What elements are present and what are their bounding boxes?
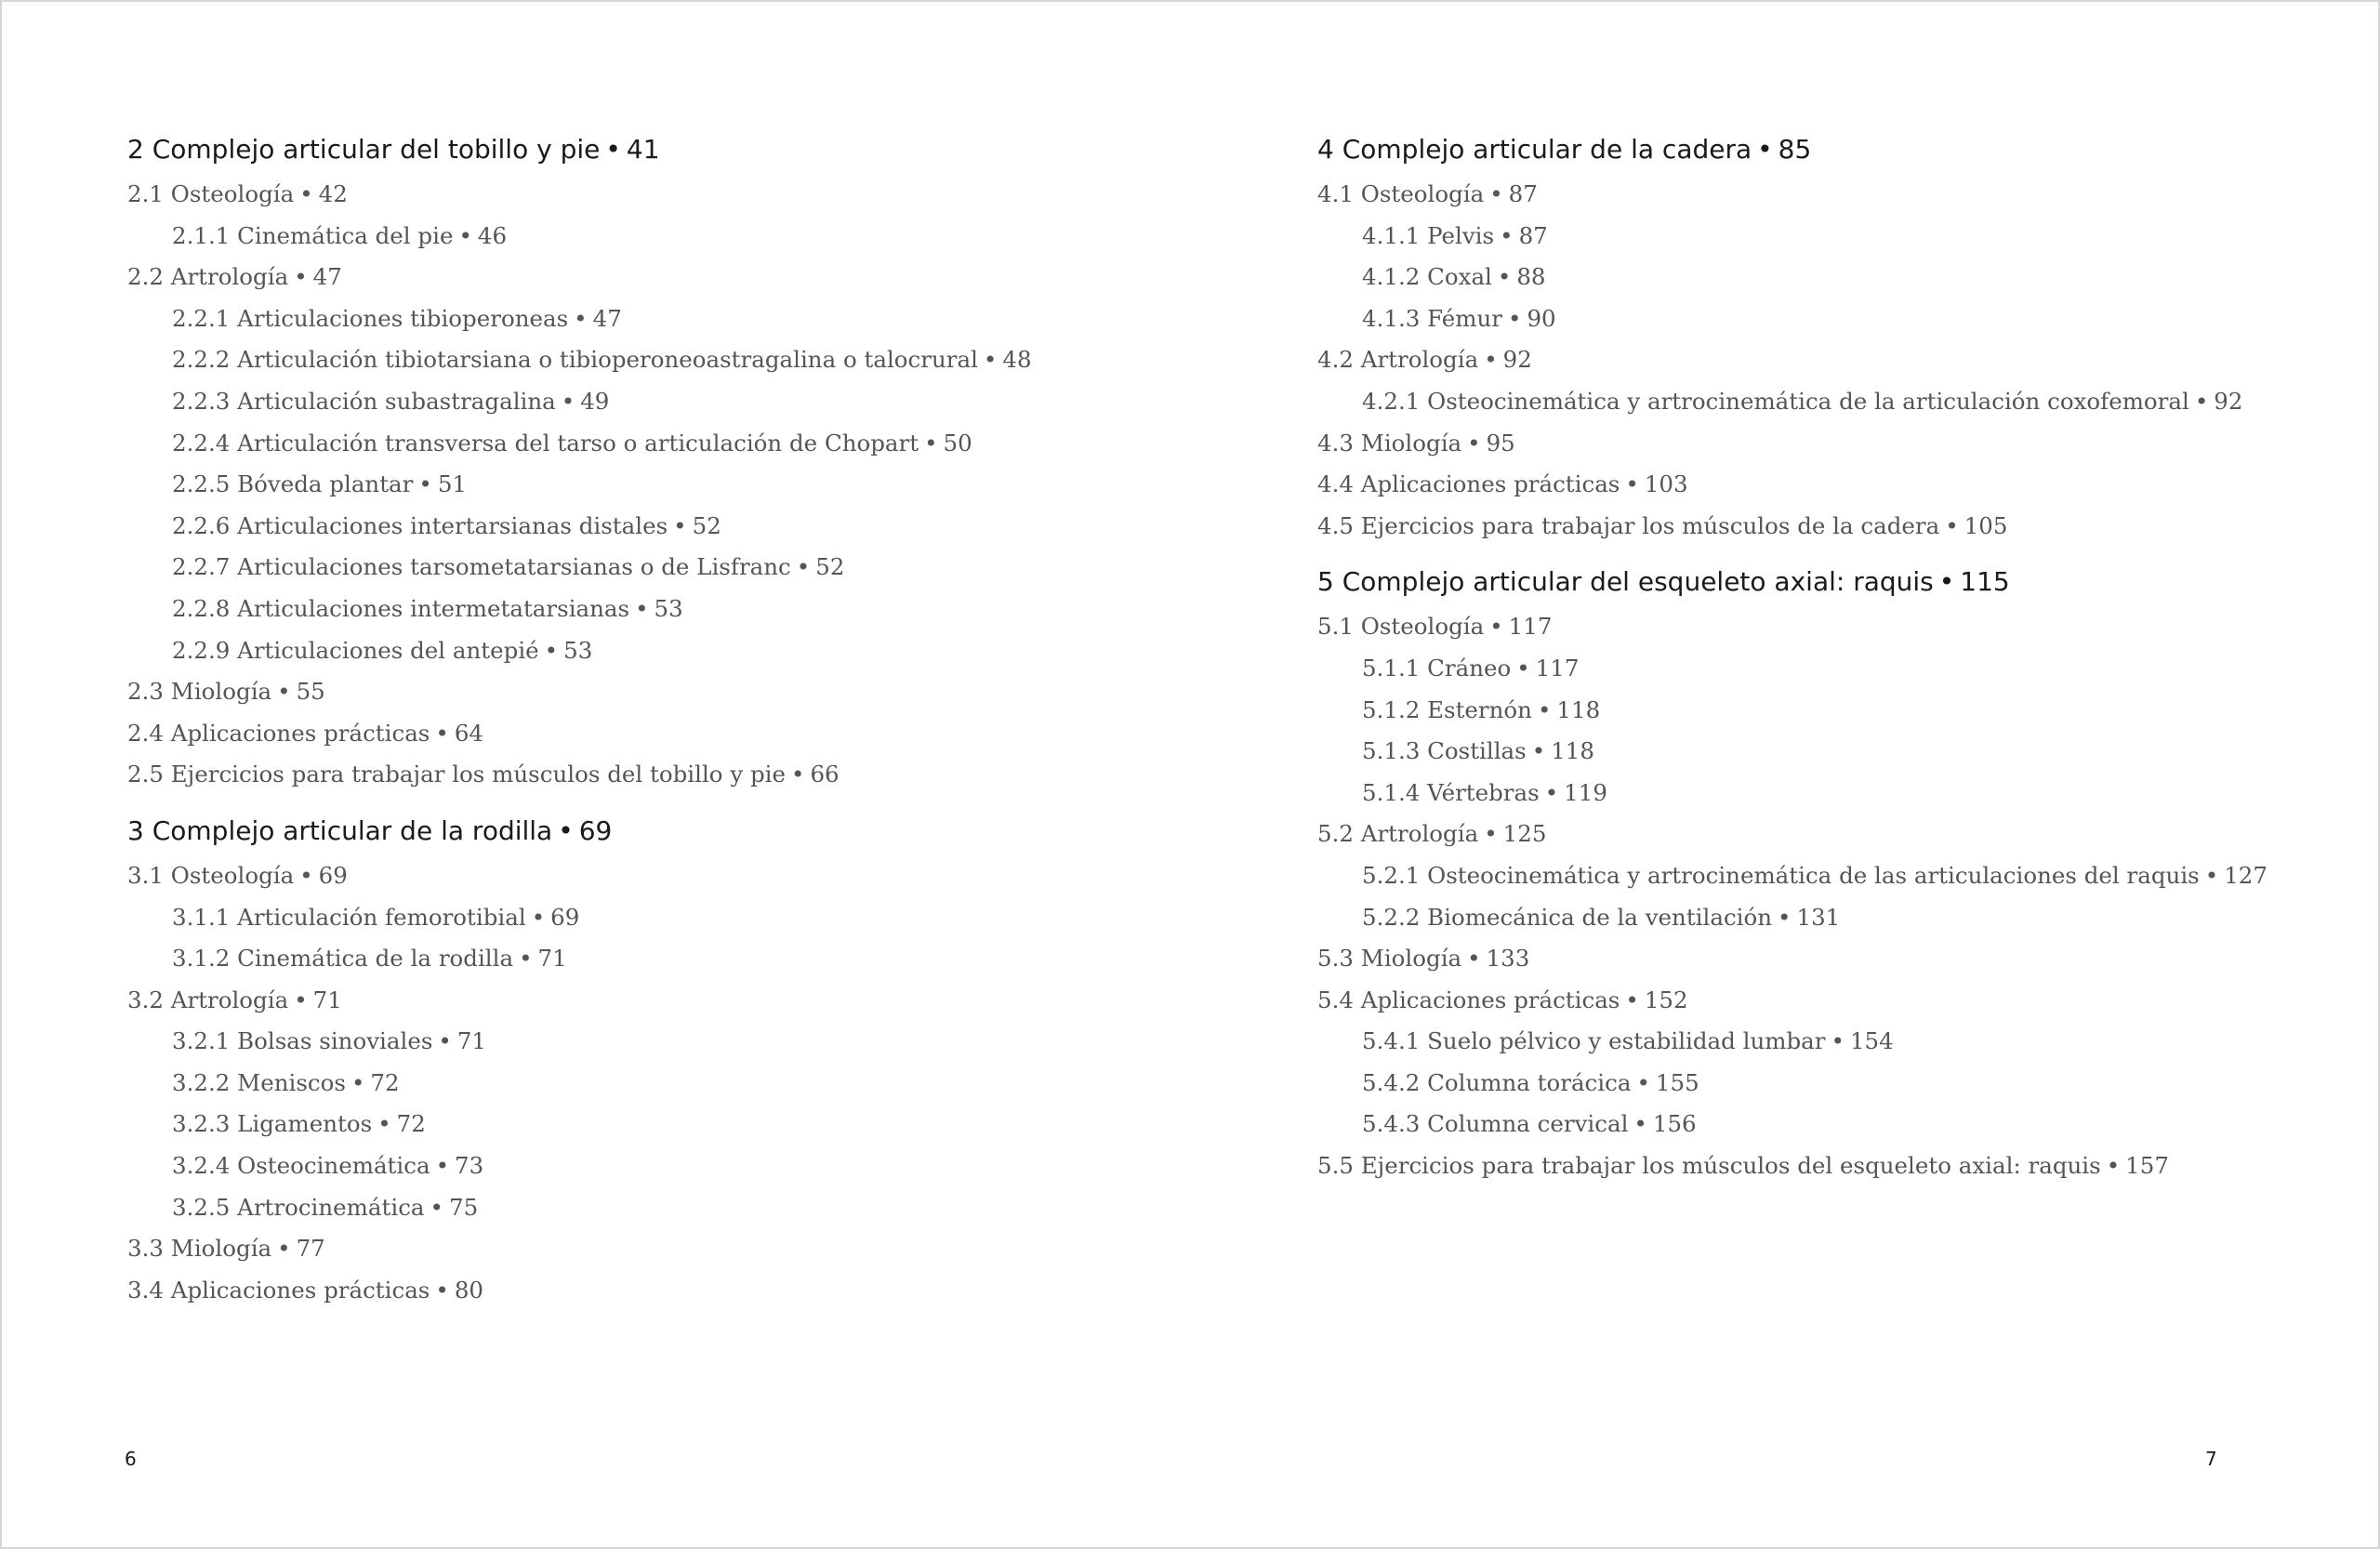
toc-entry xyxy=(1317,1021,2340,1063)
toc-entry-label: 2.2.2 Articulación tibiotarsiana o tibioperoneoastragalina o talocrural xyxy=(172,346,978,374)
toc-entry-page-number: 71 xyxy=(537,945,567,973)
toc-entry-page-number: 87 xyxy=(1518,221,1548,249)
bullet-separator: • xyxy=(1484,346,1498,374)
bullet-separator: • xyxy=(299,180,313,207)
toc-entry-label: 5.2.2 Biomecánica de la ventilación xyxy=(1362,903,1773,931)
toc-entry-label: 3.2 Artrología xyxy=(127,986,289,1013)
toc-entry-page-number: 105 xyxy=(1964,511,2008,539)
bullet-separator: • xyxy=(1516,654,1530,682)
toc-entry-label: 4.2.1 Osteocinemática y artrocinemática de la articulación coxofemoral xyxy=(1362,387,2189,415)
toc-entry-label: 5.1.1 Cráneo xyxy=(1362,654,1512,682)
bullet-separator: • xyxy=(790,761,805,788)
bullet-separator: • xyxy=(2204,861,2219,889)
toc-entry-label: 5.2.1 Osteocinemática y artrocinemática de las articulaciones del raquis xyxy=(1362,861,2200,889)
toc-entry-page-number: 46 xyxy=(477,221,508,249)
toc-entry-page-number: 125 xyxy=(1502,820,1547,848)
toc-entry-label: 4.5 Ejercicios para trabajar los músculos de la cadera xyxy=(1317,511,1940,539)
toc-entry-label: 5.4 Aplicaciones prácticas xyxy=(1317,986,1620,1013)
chapter-title-text: 4 Complejo articular de la cadera xyxy=(1317,134,1752,165)
toc-entry-label: 5.4.3 Columna cervical xyxy=(1362,1110,1629,1138)
bullet-separator: • xyxy=(561,387,575,415)
toc-entry xyxy=(1317,257,2340,298)
bullet-separator: • xyxy=(277,1235,291,1263)
chapter-title-text: 2 Complejo articular del tobillo y pie xyxy=(127,134,601,165)
toc-entry xyxy=(127,671,1150,713)
toc-entry-label: 2.4 Aplicaciones prácticas xyxy=(127,719,430,747)
toc-entry-label: 3.1.2 Cinemática de la rodilla xyxy=(172,945,514,973)
toc-entry-page-number: 64 xyxy=(454,719,484,747)
toc-entry-page-number: 47 xyxy=(312,263,342,291)
toc-entry xyxy=(127,174,1150,216)
toc-entry xyxy=(127,298,1150,340)
bullet-separator: • xyxy=(924,429,938,457)
bullet-separator: • xyxy=(1544,778,1559,806)
toc-chapter xyxy=(127,131,1150,796)
toc-entry xyxy=(1317,606,2340,648)
bullet-separator: • xyxy=(1778,903,1792,931)
toc-entry-label: 3.2.3 Ligamentos xyxy=(172,1110,373,1138)
toc-entry-page-number: 75 xyxy=(448,1193,479,1221)
toc-entry-label: 3.1 Osteología xyxy=(127,861,295,889)
bullet-separator: • xyxy=(983,346,998,374)
toc-entry-label: 5.4.1 Suelo pélvico y estabilidad lumbar xyxy=(1362,1027,1826,1055)
toc-entry-page-number: 154 xyxy=(1849,1027,1894,1055)
toc-entry xyxy=(1317,1063,2340,1105)
chapter-title xyxy=(127,131,1150,174)
toc-entry xyxy=(1317,339,2340,381)
toc-entry xyxy=(127,980,1150,1022)
toc-entry-page-number: 52 xyxy=(815,553,845,581)
bullet-separator: • xyxy=(635,594,649,622)
toc-chapter xyxy=(1317,131,2340,547)
toc-entry xyxy=(127,1063,1150,1105)
bullet-separator: • xyxy=(544,636,559,664)
toc-entry-label: 4.4 Aplicaciones prácticas xyxy=(1317,470,1620,498)
toc-entry-label: 4.1.3 Fémur xyxy=(1362,304,1503,332)
toc-entry xyxy=(127,547,1150,589)
toc-entry xyxy=(127,1228,1150,1270)
bullet-separator: • xyxy=(558,814,574,846)
bullet-separator: • xyxy=(2194,387,2209,415)
toc-entry-page-number: 133 xyxy=(1486,945,1530,973)
chapter-title xyxy=(1317,131,2340,174)
toc-entry-label: 3.3 Miología xyxy=(127,1235,272,1263)
toc-entry-label: 5.1 Osteología xyxy=(1317,613,1485,641)
bullet-separator: • xyxy=(1467,945,1481,973)
chapter-title xyxy=(127,813,1150,855)
toc-entry-label: 2.2.6 Articulaciones intertarsianas distales xyxy=(172,511,668,539)
toc-entry-page-number: 49 xyxy=(580,387,610,415)
toc-entry-label: 5.1.2 Esternón xyxy=(1362,695,1532,723)
toc-entry xyxy=(127,1104,1150,1145)
toc-entry xyxy=(1317,298,2340,340)
bullet-separator: • xyxy=(1467,429,1481,457)
toc-entry-page-number: 80 xyxy=(454,1276,484,1304)
toc-entry-label: 2.5 Ejercicios para trabajar los músculos del tobillo y pie xyxy=(127,761,786,788)
bullet-separator: • xyxy=(1636,1068,1650,1096)
toc-entry xyxy=(127,897,1150,939)
toc-entry-page-number: 42 xyxy=(318,180,348,207)
chapter-page-number: 115 xyxy=(1960,566,2010,598)
toc-entry-label: 2.2.5 Bóveda plantar xyxy=(172,470,414,498)
toc-entry-page-number: 92 xyxy=(2214,387,2243,415)
toc-entry xyxy=(127,506,1150,548)
page-number-right: 7 xyxy=(2205,1448,2217,1470)
bullet-separator: • xyxy=(2106,1152,2121,1180)
toc-entry xyxy=(127,938,1150,980)
bullet-separator: • xyxy=(531,903,546,931)
bullet-separator: • xyxy=(1484,820,1498,848)
toc-entry-label: 2.2 Artrología xyxy=(127,263,289,291)
toc-entry-label: 2.2.7 Articulaciones tarsometatarsianas o de Lisfranc xyxy=(172,553,791,581)
toc-entry-label: 2.2.8 Articulaciones intermetatarsianas xyxy=(172,594,630,622)
toc-entry xyxy=(127,216,1150,258)
toc-entry xyxy=(1317,731,2340,773)
toc-entry xyxy=(127,754,1150,796)
toc-entry-label: 5.1.4 Vértebras xyxy=(1362,778,1540,806)
toc-entry-page-number: 66 xyxy=(810,761,840,788)
toc-entry-label: 4.1.1 Pelvis xyxy=(1362,221,1495,249)
bullet-separator: • xyxy=(1625,470,1639,498)
toc-entry-page-number: 71 xyxy=(312,986,342,1013)
toc-entry-page-number: 117 xyxy=(1535,654,1580,682)
toc-entry-page-number: 95 xyxy=(1486,429,1515,457)
chapter-page-number: 69 xyxy=(578,814,613,846)
toc-entry xyxy=(127,630,1150,672)
toc-entry xyxy=(127,339,1150,381)
bullet-separator: • xyxy=(418,470,432,498)
toc-entry-label: 5.3 Miología xyxy=(1317,945,1462,973)
toc-entry xyxy=(1317,814,2340,855)
bullet-separator: • xyxy=(438,1027,452,1055)
toc-entry-page-number: 156 xyxy=(1652,1110,1697,1138)
toc-right-column xyxy=(1317,131,2340,1204)
bullet-separator: • xyxy=(435,1152,450,1180)
toc-entry-label: 5.5 Ejercicios para trabajar los músculos del esqueleto axial: raquis xyxy=(1317,1152,2101,1180)
toc-entry-label: 2.1 Osteología xyxy=(127,180,295,207)
toc-entry-page-number: 88 xyxy=(1516,263,1546,291)
toc-entry-page-number: 117 xyxy=(1508,613,1553,641)
toc-entry xyxy=(127,1270,1150,1312)
toc-entry-page-number: 69 xyxy=(550,903,580,931)
toc-entry-page-number: 69 xyxy=(318,861,348,889)
toc-entry-page-number: 127 xyxy=(2224,861,2268,889)
toc-entry-label: 2.2.9 Articulaciones del antepié xyxy=(172,636,539,664)
toc-entry xyxy=(127,713,1150,755)
toc-entry-page-number: 47 xyxy=(592,304,622,332)
toc-entry xyxy=(1317,1145,2340,1187)
toc-entry-label: 2.2.3 Articulación subastragalina xyxy=(172,387,556,415)
toc-entry-page-number: 72 xyxy=(370,1068,400,1096)
toc-entry xyxy=(1317,216,2340,258)
toc-entry xyxy=(127,423,1150,465)
toc-chapter xyxy=(1317,563,2340,1186)
toc-entry-page-number: 118 xyxy=(1556,695,1601,723)
toc-chapter xyxy=(127,813,1150,1312)
toc-entry-label: 3.2.2 Meniscos xyxy=(172,1068,346,1096)
bullet-separator: • xyxy=(277,678,291,706)
toc-entry xyxy=(1317,648,2340,690)
bullet-separator: • xyxy=(1531,737,1546,765)
toc-entry-label: 3.4 Aplicaciones prácticas xyxy=(127,1276,430,1304)
bullet-separator: • xyxy=(1938,566,1955,598)
page-number-left: 6 xyxy=(125,1448,137,1470)
toc-entry xyxy=(1317,690,2340,732)
toc-entry-label: 3.1.1 Articulación femorotibial xyxy=(172,903,526,931)
bullet-separator: • xyxy=(1757,134,1773,165)
toc-entry xyxy=(127,589,1150,630)
toc-entry xyxy=(1317,938,2340,980)
toc-entry-page-number: 77 xyxy=(296,1235,325,1263)
toc-entry-page-number: 103 xyxy=(1644,470,1688,498)
toc-entry-page-number: 92 xyxy=(1502,346,1532,374)
bullet-separator: • xyxy=(430,1193,443,1221)
toc-entry-page-number: 50 xyxy=(943,429,972,457)
toc-entry-label: 2.2.4 Articulación transversa del tarso o articulación de Chopart xyxy=(172,429,919,457)
toc-entry-page-number: 53 xyxy=(654,594,683,622)
bullet-separator: • xyxy=(435,1276,449,1304)
bullet-separator: • xyxy=(1500,221,1514,249)
toc-entry-page-number: 48 xyxy=(1002,346,1032,374)
toc-entry-page-number: 157 xyxy=(2125,1152,2169,1180)
toc-entry-page-number: 55 xyxy=(296,678,325,706)
bullet-separator: • xyxy=(519,945,533,973)
toc-entry xyxy=(1317,381,2340,423)
chapter-page-number: 85 xyxy=(1778,134,1812,165)
toc-entry-page-number: 152 xyxy=(1644,986,1688,1013)
toc-entry xyxy=(127,855,1150,897)
toc-left-column xyxy=(127,131,1150,1328)
bullet-separator: • xyxy=(605,134,621,165)
bullet-separator: • xyxy=(1489,180,1503,207)
chapter-title-text: 5 Complejo articular del esqueleto axial: raquis xyxy=(1317,566,1934,598)
bullet-separator: • xyxy=(1537,695,1552,723)
toc-entry-page-number: 118 xyxy=(1551,737,1594,765)
toc-entry-label: 2.3 Miología xyxy=(127,678,272,706)
chapter-title xyxy=(1317,563,2340,606)
toc-entry-page-number: 90 xyxy=(1527,304,1556,332)
toc-entry xyxy=(1317,855,2340,897)
toc-entry-label: 5.1.3 Costillas xyxy=(1362,737,1527,765)
toc-entry-label: 5.4.2 Columna torácica xyxy=(1362,1068,1632,1096)
toc-entry-page-number: 155 xyxy=(1655,1068,1699,1096)
toc-entry xyxy=(1317,464,2340,506)
toc-entry-page-number: 119 xyxy=(1564,778,1607,806)
toc-entry xyxy=(127,1145,1150,1187)
bullet-separator: • xyxy=(299,861,313,889)
toc-entry xyxy=(1317,506,2340,548)
chapter-title-text: 3 Complejo articular de la rodilla xyxy=(127,814,553,846)
toc-entry-label: 4.3 Miología xyxy=(1317,429,1462,457)
toc-entry-page-number: 71 xyxy=(456,1027,487,1055)
bullet-separator: • xyxy=(1831,1027,1844,1055)
toc-entry xyxy=(127,464,1150,506)
chapter-page-number: 41 xyxy=(626,134,660,165)
toc-entry-page-number: 72 xyxy=(396,1110,426,1138)
toc-entry xyxy=(127,257,1150,298)
bullet-separator: • xyxy=(350,1068,365,1096)
toc-entry-page-number: 51 xyxy=(437,470,468,498)
toc-entry-page-number: 73 xyxy=(455,1152,484,1180)
toc-entry-page-number: 52 xyxy=(692,511,721,539)
bullet-separator: • xyxy=(294,986,308,1013)
bullet-separator: • xyxy=(1508,304,1522,332)
bullet-separator: • xyxy=(1497,263,1512,291)
bullet-separator: • xyxy=(796,553,811,581)
toc-entry-label: 2.2.1 Articulaciones tibioperoneas xyxy=(172,304,569,332)
toc-entry-label: 3.2.5 Artrocinemática xyxy=(172,1193,425,1221)
bullet-separator: • xyxy=(1633,1110,1647,1138)
toc-entry-page-number: 87 xyxy=(1508,180,1538,207)
bullet-separator: • xyxy=(1489,613,1503,641)
toc-entry xyxy=(1317,980,2340,1022)
toc-entry xyxy=(127,1021,1150,1063)
bullet-separator: • xyxy=(673,511,687,539)
toc-entry-label: 5.2 Artrología xyxy=(1317,820,1479,848)
toc-entry xyxy=(127,1187,1150,1229)
bullet-separator: • xyxy=(1945,511,1959,539)
toc-entry xyxy=(1317,1104,2340,1145)
toc-entry-label: 4.2 Artrología xyxy=(1317,346,1479,374)
bullet-separator: • xyxy=(1625,986,1639,1013)
toc-entry xyxy=(1317,773,2340,814)
bullet-separator: • xyxy=(294,263,308,291)
bullet-separator: • xyxy=(377,1110,391,1138)
bullet-separator: • xyxy=(435,719,449,747)
toc-entry-label: 4.1.2 Coxal xyxy=(1362,263,1492,291)
toc-entry-label: 3.2.4 Osteocinemática xyxy=(172,1152,430,1180)
toc-entry-page-number: 53 xyxy=(563,636,593,664)
toc-entry xyxy=(1317,897,2340,939)
toc-entry xyxy=(127,381,1150,423)
toc-entry xyxy=(1317,174,2340,216)
toc-entry-page-number: 131 xyxy=(1796,903,1841,931)
toc-entry xyxy=(1317,423,2340,465)
toc-entry-label: 2.1.1 Cinemática del pie xyxy=(172,221,454,249)
toc-entry-label: 3.2.1 Bolsas sinoviales xyxy=(172,1027,433,1055)
bullet-separator: • xyxy=(458,221,472,249)
bullet-separator: • xyxy=(574,304,588,332)
toc-entry-label: 4.1 Osteología xyxy=(1317,180,1485,207)
